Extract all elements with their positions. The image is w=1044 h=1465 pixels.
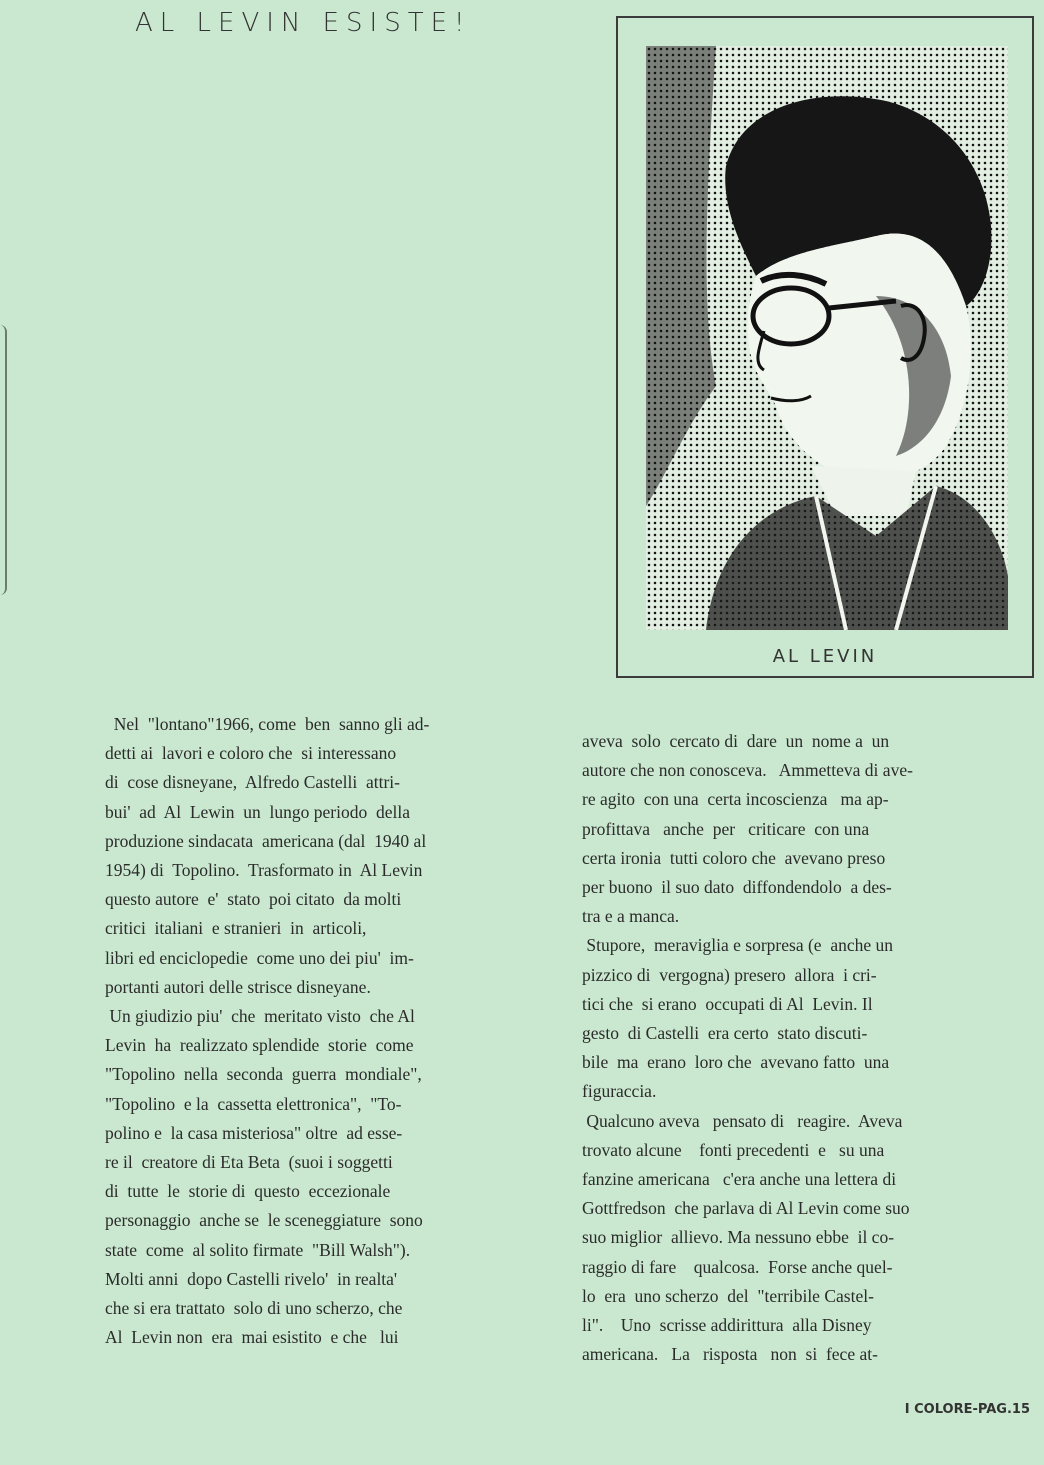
text-line: Stupore, meraviglia e sorpresa (e anche un [582, 935, 893, 956]
text-line: raggio di fare qualcosa. Forse anche quel- [582, 1256, 893, 1277]
text-line: suo miglior allievo. Ma nessuno ebbe il co- [582, 1227, 895, 1248]
text-line: lo era uno scherzo del "terribile Castel- [582, 1285, 874, 1306]
text-line: li". Uno scrisse addirittura alla Disney [582, 1315, 872, 1336]
page-footer: I COLORE-PAG.15 [904, 1402, 1030, 1417]
portrait-caption: AL LEVIN [772, 646, 878, 667]
text-line: Levin ha realizzato splendide storie come [105, 1035, 414, 1056]
text-line: di tutte le storie di questo eccezionale [105, 1181, 391, 1202]
text-line: aveva solo cercato di dare un nome a un [582, 731, 890, 751]
article-title: AL LEVIN ESISTE! [135, 8, 472, 38]
text-line: profittava anche per criticare con una [582, 818, 870, 839]
text-line: bile ma erano loro che avevano fatto una [582, 1052, 890, 1073]
text-line: critici italiani e stranieri in articoli, [105, 918, 367, 939]
text-line: 1954) di Topolino. Trasformato in Al Levin [105, 860, 423, 881]
text-line: trovato alcune fonti precedenti e su una [582, 1139, 885, 1160]
text-line: produzione sindacata americana (dal 1940 al [105, 830, 427, 851]
article-left-column [105, 710, 570, 1352]
text-line: figuraccia. [582, 1081, 657, 1102]
portrait-photo [646, 46, 1008, 630]
text-line: "Topolino nella seconda guerra mondiale", [105, 1064, 422, 1085]
text-line: detti ai lavori e coloro che si interessano [105, 743, 397, 764]
text-line: Qualcuno aveva pensato di reagire. Aveva [582, 1110, 903, 1131]
text-line: bui' ad Al Lewin un lungo periodo della [105, 801, 410, 822]
text-line: americana. La risposta non si fece at- [582, 1344, 878, 1365]
text-line: personaggio anche se le sceneggiature sono [105, 1210, 423, 1231]
text-line: Molti anni dopo Castelli rivelo' in realta' [105, 1268, 398, 1289]
text-line: Al Levin non era mai esistito e che lui [105, 1327, 399, 1348]
text-line: re agito con una certa incoscienza ma ap- [582, 789, 889, 810]
text-line: pizzico di vergogna) presero allora i cri- [582, 964, 877, 985]
text-line: polino e la casa misteriosa" oltre ad esse- [105, 1122, 403, 1143]
text-line: tici che si erano occupati di Al Levin. Il [582, 993, 873, 1014]
text-line: di cose disneyane, Alfredo Castelli attri- [105, 772, 400, 793]
text-line: certa ironia tutti coloro che avevano preso [582, 847, 886, 868]
text-line: Un giudizio piu' che meritato visto che Al [105, 1006, 415, 1027]
text-line: portanti autori delle strisce disneyane. [105, 976, 371, 997]
text-line: Nel "lontano"1966, come ben sanno gli ad- [105, 714, 430, 734]
text-line: questo autore e' stato poi citato da molti [105, 889, 402, 910]
article-right-column [582, 727, 1040, 1369]
text-line: gesto di Castelli era certo stato discuti- [582, 1023, 868, 1044]
text-line: tra e a manca. [582, 906, 680, 927]
text-line: state come al solito firmate "Bill Walsh"). [105, 1239, 411, 1260]
text-line: libri ed enciclopedie come uno dei piu' im- [105, 947, 414, 968]
page-edge-mark [0, 325, 7, 595]
text-line: che si era trattato solo di uno scherzo, che [105, 1298, 403, 1319]
portrait-illustration [646, 46, 1008, 630]
portrait-frame [616, 16, 1034, 678]
text-line: "Topolino e la cassetta elettronica", "To- [105, 1093, 402, 1114]
text-line: Gottfredson che parlava di Al Levin come suo [582, 1198, 910, 1219]
text-line: fanzine americana c'era anche una lettera di [582, 1169, 897, 1190]
text-line: autore che non conosceva. Ammetteva di ave- [582, 760, 913, 781]
text-line: re il creatore di Eta Beta (suoi i soggetti [105, 1152, 393, 1173]
text-line: per buono il suo dato diffondendolo a des- [582, 877, 892, 898]
